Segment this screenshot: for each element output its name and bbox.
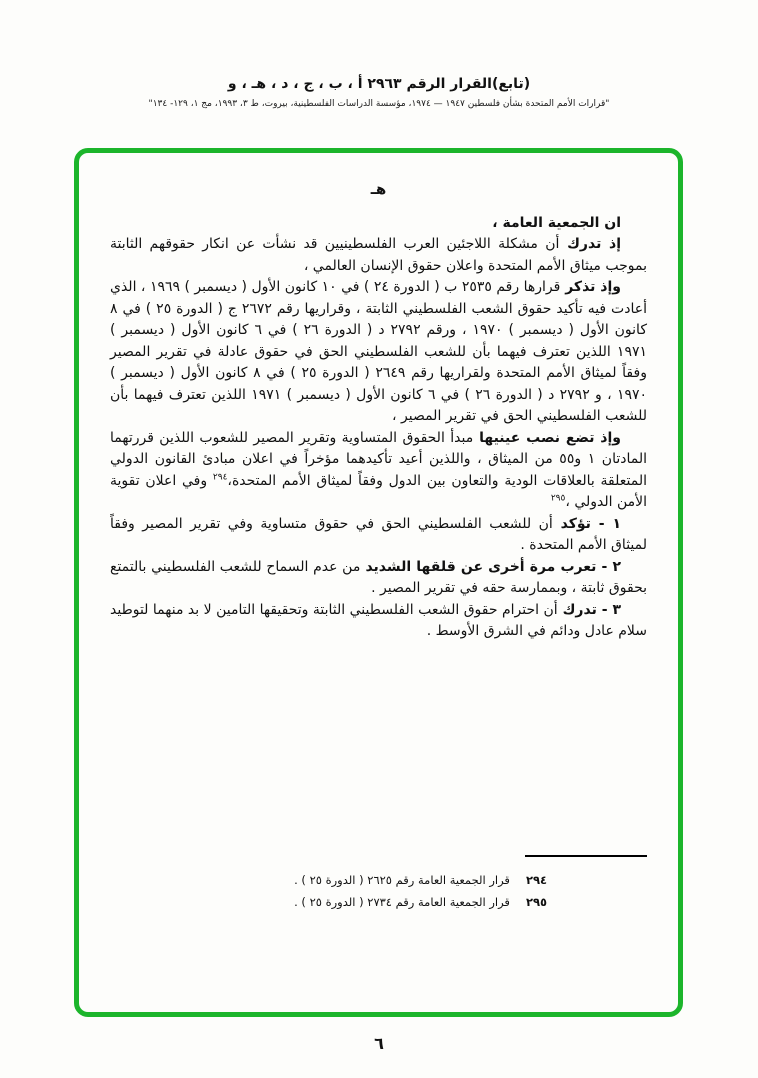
paragraph-text: أن احترام حقوق الشعب الفلسطيني الثابتة وتحقيقها التامين لا بد منهما لتوطيد سلام عادل ودائم في الشرق الأوسط . xyxy=(110,601,647,639)
paragraph-lead-text: وإذ تضع نصب عينيها xyxy=(473,429,621,446)
header-resolution-title: (تابع)القرار الرقم ٢٩٦٣ أ ، ب ، ج ، د ، هـ ، و xyxy=(227,76,531,92)
paragraph-text: من عدم السماح للشعب الفلسطيني بالتمتع بحقوق ثابتة ، وبممارسة حقه في تقرير المصير . xyxy=(110,558,647,596)
page-header xyxy=(0,76,758,109)
paragraph xyxy=(110,514,647,557)
paragraph-lead-text: ان الجمعية العامة ، xyxy=(492,214,621,231)
footnote-row xyxy=(110,891,647,913)
paragraphs xyxy=(110,213,647,643)
paragraph xyxy=(110,213,647,235)
paragraph xyxy=(110,234,647,277)
paragraph-lead-text: ٣ - تدرك xyxy=(557,601,621,618)
header-source-citation: "قرارات الأمم المتحدة بشأن فلسطين ١٩٤٧ — ١٩٧٤، مؤسسة الدراسات الفلسطينية، بيروت، ط ٣، ١٩٩٣، مج ١، ١٢٩- ١٣٤" xyxy=(148,99,610,109)
footnotes-section xyxy=(110,855,647,913)
paragraph xyxy=(110,600,647,643)
page-number: ٦ xyxy=(374,1034,384,1053)
footnote-text: قرار الجمعية العامة رقم ٢٧٣٤ ( الدورة ٢٥ ) . xyxy=(294,895,510,909)
footnote-text: قرار الجمعية العامة رقم ٢٦٢٥ ( الدورة ٢٥ ) . xyxy=(294,873,510,887)
footnote-number: ٢٩٤ xyxy=(525,873,547,887)
paragraph-text: مبدأ الحقوق المتساوية وتقرير المصير للشعوب اللذين قررتهما المادتان ١ و٥٥ من الميثاق ، واللذين أعيد تأكيدهما مؤخراً في اعلان مبادئ القانون الدولي المتعلقة بالعلاقات الودية والتعاون بين الدول وفقاً لميثاق الأمم المتحدة، xyxy=(110,429,647,489)
paragraph-text: وفي اعلان تقوية الأمن الدولي ، xyxy=(110,472,647,510)
paragraph-text: أن مشكلة اللاجئين العرب الفلسطينيين قد نشأت عن انكار حقوقهم الثابتة بموجب ميثاق الأمم المتحدة واعلان حقوق الإنسان العالمي ، xyxy=(110,236,647,274)
paragraph-lead-text: ١ - تؤكد xyxy=(552,515,621,532)
paragraph-lead-text: وإذ تذكر xyxy=(560,279,621,295)
paragraph-text: قرارها رقم ٢٥٣٥ ب ( الدورة ٢٤ ) في ١٠ كانون الأول ( ديسمبر ) ١٩٦٩ ، الذي أعادت فيه تأكيد حقوق الشعب الفلسطيني الثابتة ، وقراريها رقم ٢٦٧٢ ج ( الدورة ٢٥ ) في ٨ كانون الأول ( ديسمبر ) ١٩٧٠ ، ورقم ٢٧٩٢ د ( الدورة ٢٦ ) في ٦ كانون الأول ( ديسمبر ) ١٩٧١ اللذين تعترف فيهما بأن للشعب الفلسطيني الحق في حقوق عادلة في تقرير المصير وفقاً لميثاق الأمم المتحدة ولقراريها رقم ٢٦٤٩ ( الدورة ٢٥ ) في ٨ كانون الأول ( ديسمبر ) ١٩٧٠ ، و ٢٧٩٢ د ( الدورة ٢٦ ) في ٦ كانون الأول ( ديسمبر ) ١٩٧١ اللذين تعترف فيهما بأن للشعب الفلسطيني الحق في تقرير المصير ، xyxy=(110,279,648,424)
footnote-reference: ٢٩٥ xyxy=(550,493,566,504)
paragraph xyxy=(110,277,647,428)
paragraph-lead-text: ٢ - تعرب مرة أخرى عن قلقها الشديد xyxy=(360,558,621,575)
footnote-reference: ٢٩٤ xyxy=(212,471,228,482)
paragraph-lead-text: إذ تدرك xyxy=(559,236,622,252)
footnote-divider xyxy=(525,855,647,857)
document-border-box xyxy=(74,148,683,1017)
paragraph-text: أن للشعب الفلسطيني الحق في حقوق متساوية وفي تقرير المصير وفقاً لميثاق الأمم المتحدة . xyxy=(110,515,647,553)
document-body xyxy=(110,179,647,643)
section-letter: هـ xyxy=(370,180,387,198)
paragraph xyxy=(110,557,647,600)
footnote-row xyxy=(110,869,647,891)
footnote-number: ٢٩٥ xyxy=(525,895,547,909)
paragraph xyxy=(110,428,647,514)
